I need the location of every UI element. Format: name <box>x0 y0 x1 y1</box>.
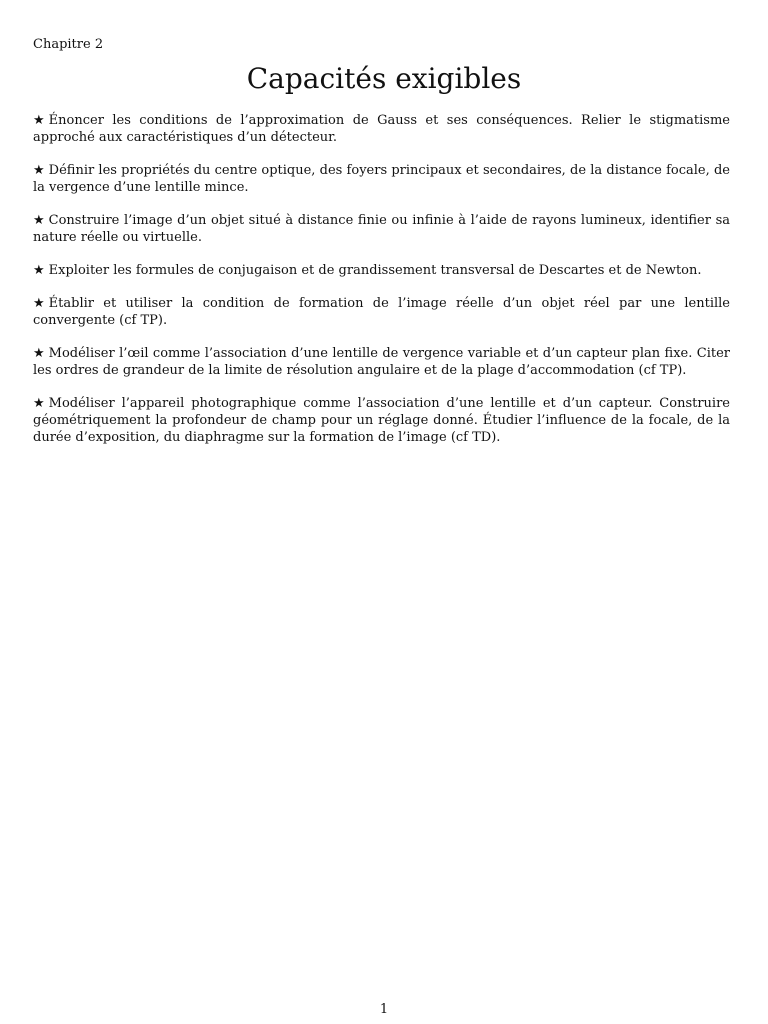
list-item <box>33 395 730 446</box>
star-icon: ★ <box>33 263 45 278</box>
list-item <box>33 212 730 246</box>
list-item-text: Modéliser l’œil comme l’association d’une lentille de vergence variable et d’un capteur plan fixe. Citer les ordres de grandeur de la limite de résolution angulaire et de la plage d’accommodation (cf TP). <box>33 346 730 378</box>
page-number: 1 <box>379 1002 389 1017</box>
list-item-text: Modéliser l’appareil photographique comme l’association d’une lentille et d’un capteur. Construire géométriquement la profondeur de champ pour un réglage donné. Étudier l’influence de la focale, de la durée d’exposition, du diaphragme sur la formation de l’image (cf TD). <box>33 396 730 445</box>
list-item-text: Énoncer les conditions de l’approximation de Gauss et ses conséquences. Relier le stigmatisme approché aux caractéristiques d’un détecteur. <box>33 113 730 145</box>
list-item-text: Construire l’image d’un objet situé à distance finie ou infinie à l’aide de rayons lumineux, identifier sa nature réelle ou virtuelle. <box>33 213 730 245</box>
list-item <box>33 262 730 279</box>
list-item <box>33 112 730 146</box>
list-item <box>33 345 730 379</box>
star-icon: ★ <box>33 296 45 311</box>
list-item-text: Exploiter les formules de conjugaison et de grandissement transversal de Descartes et de Newton. <box>48 263 702 278</box>
page-title: Capacités exigibles <box>246 62 522 95</box>
star-icon: ★ <box>33 396 45 411</box>
star-icon: ★ <box>33 113 45 128</box>
list-item <box>33 162 730 196</box>
list-item <box>33 295 730 329</box>
list-item-text: Définir les propriétés du centre optique, des foyers principaux et secondaires, de la distance focale, de la vergence d’une lentille mince. <box>33 163 730 195</box>
star-icon: ★ <box>33 163 45 178</box>
objectives-list <box>33 112 730 462</box>
star-icon: ★ <box>33 213 45 228</box>
star-icon: ★ <box>33 346 45 361</box>
list-item-text: Établir et utiliser la condition de formation de l’image réelle d’un objet réel par une lentille convergente (cf TP). <box>33 296 730 328</box>
chapter-label: Chapitre 2 <box>33 37 104 52</box>
